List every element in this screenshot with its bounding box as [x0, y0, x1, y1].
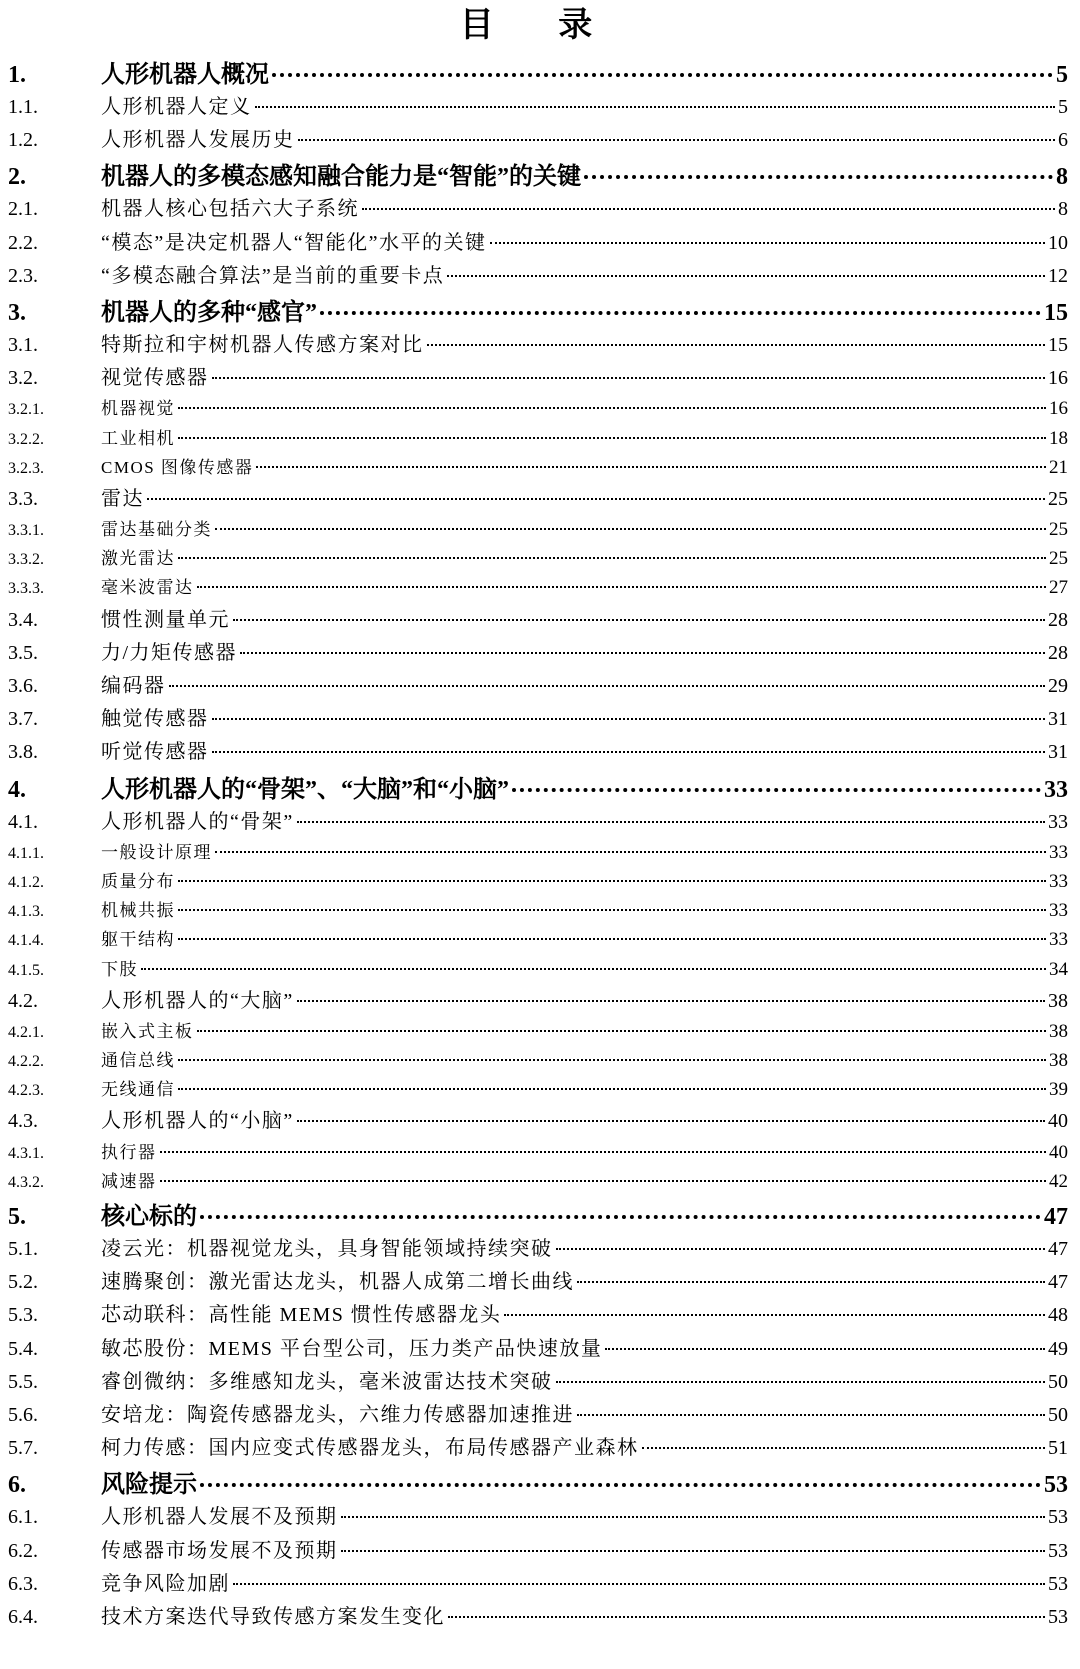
- toc-entry-page: 25: [1048, 487, 1068, 510]
- toc-entry-number: 4.2.: [8, 989, 38, 1012]
- dot-leader: [320, 311, 1041, 315]
- toc-entry-title: 下肢: [101, 959, 138, 979]
- toc-entry-page: 15: [1048, 333, 1068, 356]
- toc-entry-number: 4.1.4.: [8, 932, 44, 950]
- toc-entry-number: 3.1.: [8, 333, 38, 356]
- toc-entry-title: 人形机器人的“骨架”、“大脑”和“小脑”: [101, 776, 509, 803]
- toc-entry[interactable]: [8, 1017, 1068, 1046]
- toc-entry-number: 3.7.: [8, 708, 38, 731]
- toc-entry-title: 工业相机: [101, 428, 175, 448]
- dot-leader: [341, 1516, 1046, 1518]
- toc-entry-title: 人形机器人发展历史: [101, 129, 295, 152]
- dot-leader: [197, 586, 1047, 588]
- toc-entry-page: 42: [1049, 1170, 1068, 1192]
- toc-list: [8, 54, 1068, 1633]
- toc-entry-page: 53: [1048, 1539, 1068, 1562]
- dot-leader: [297, 821, 1045, 823]
- toc-entry-number: 3.2.2.: [8, 430, 44, 448]
- toc-entry-page: 10: [1048, 231, 1068, 254]
- toc-entry-number: 3.5.: [8, 641, 38, 664]
- toc-entry-number: 4.3.1.: [8, 1144, 44, 1162]
- toc-entry-title: 特斯拉和宇树机器人传感方案对比: [101, 333, 424, 356]
- toc-entry-page: 50: [1048, 1403, 1068, 1426]
- dot-leader: [178, 938, 1046, 940]
- toc-entry-page: 16: [1049, 398, 1068, 420]
- toc-entry[interactable]: [8, 1567, 1068, 1600]
- toc-entry-number: 5.4.: [8, 1337, 38, 1360]
- toc-entry-title: 力/力矩传感器: [101, 641, 238, 664]
- toc-entry-title: 人形机器人概况: [101, 62, 269, 88]
- toc-entry[interactable]: [8, 424, 1068, 453]
- toc-entry-title: 激光雷达: [101, 549, 175, 569]
- toc-entry-number: 3.8.: [8, 741, 38, 764]
- toc-entry-page: 38: [1049, 1020, 1068, 1042]
- toc-entry[interactable]: [8, 123, 1068, 156]
- toc-entry[interactable]: [8, 838, 1068, 867]
- toc-entry[interactable]: [8, 1046, 1068, 1075]
- dot-leader: [197, 1030, 1047, 1032]
- toc-entry-title: 芯动联科：高性能 MEMS 惯性传感器龙头: [101, 1304, 502, 1327]
- toc-entry-page: 53: [1048, 1506, 1068, 1529]
- toc-entry[interactable]: [8, 192, 1068, 225]
- toc-entry-page: 33: [1049, 900, 1068, 922]
- toc-entry-title: 嵌入式主板: [101, 1021, 194, 1041]
- dot-leader: [577, 1414, 1045, 1416]
- toc-entry[interactable]: [8, 1431, 1068, 1464]
- toc-entry-title: 听觉传感器: [101, 741, 209, 764]
- toc-entry-title: CMOS 图像传感器: [101, 457, 254, 477]
- toc-entry-page: 27: [1049, 577, 1068, 599]
- toc-entry-page: 47: [1044, 1204, 1068, 1230]
- toc-entry-number: 6.1.: [8, 1506, 38, 1529]
- toc-entry[interactable]: [8, 1600, 1068, 1633]
- dot-leader: [178, 1059, 1046, 1061]
- toc-entry[interactable]: [8, 361, 1068, 394]
- toc-entry-title: 视觉传感器: [101, 367, 209, 390]
- toc-entry-page: 39: [1049, 1079, 1068, 1101]
- dot-leader: [200, 1215, 1041, 1219]
- dot-leader: [298, 139, 1056, 141]
- toc-entry[interactable]: [8, 292, 1068, 328]
- toc-entry-page: 48: [1048, 1304, 1068, 1327]
- toc-entry-page: 28: [1048, 641, 1068, 664]
- toc-entry[interactable]: [8, 955, 1068, 984]
- toc-entry[interactable]: [8, 1398, 1068, 1431]
- toc-entry[interactable]: [8, 1167, 1068, 1196]
- toc-entry[interactable]: [8, 1365, 1068, 1398]
- dot-leader: [169, 685, 1046, 687]
- toc-entry[interactable]: [8, 1332, 1068, 1365]
- toc-entry[interactable]: [8, 603, 1068, 636]
- toc-entry[interactable]: [8, 1196, 1068, 1232]
- toc-entry-title: 柯力传感：国内应变式传感器龙头，布局传感器产业森林: [101, 1437, 639, 1460]
- toc-entry-page: 47: [1048, 1271, 1068, 1294]
- toc-entry-title: 执行器: [101, 1142, 157, 1162]
- toc-entry-title: 人形机器人定义: [101, 96, 252, 118]
- toc-entry[interactable]: [8, 702, 1068, 735]
- toc-entry-title: 通信总线: [101, 1051, 175, 1071]
- toc-entry[interactable]: [8, 573, 1068, 602]
- toc-entry-title: 触觉传感器: [101, 708, 209, 731]
- dot-leader: [200, 1483, 1041, 1487]
- toc-entry-number: 5.2.: [8, 1271, 38, 1294]
- toc-entry[interactable]: [8, 805, 1068, 838]
- dot-leader: [256, 466, 1046, 468]
- toc-entry-number: 5.6.: [8, 1403, 38, 1426]
- toc-entry-number: 5.5.: [8, 1370, 38, 1393]
- toc-entry-number: 3.2.3.: [8, 459, 44, 477]
- dot-leader: [233, 1583, 1045, 1585]
- toc-entry-page: 47: [1048, 1238, 1068, 1260]
- toc-entry[interactable]: [8, 1138, 1068, 1167]
- toc-entry-page: 15: [1044, 299, 1068, 326]
- toc-entry[interactable]: [8, 1075, 1068, 1104]
- toc-entry-title: “模态”是决定机器人“智能化”水平的关键: [101, 231, 487, 254]
- toc-entry-page: 38: [1048, 989, 1068, 1012]
- dot-leader: [178, 407, 1046, 409]
- toc-entry-title: 速腾聚创：激光雷达龙头，机器人成第二增长曲线: [101, 1271, 574, 1294]
- toc-entry-title: 敏芯股份：MEMS 平台型公司，压力类产品快速放量: [101, 1337, 603, 1360]
- toc-entry-number: 6.4.: [8, 1605, 38, 1628]
- toc-entry-number: 1.1.: [8, 96, 38, 118]
- dot-leader: [178, 909, 1046, 911]
- toc-entry-title: 无线通信: [101, 1080, 175, 1100]
- toc-entry-page: 33: [1049, 929, 1068, 951]
- toc-entry-number: 3.: [8, 299, 26, 326]
- toc-entry-title: 核心标的: [101, 1204, 197, 1230]
- dot-leader: [212, 718, 1046, 720]
- toc-entry-number: 4.3.2.: [8, 1173, 44, 1191]
- toc-entry-number: 1.: [8, 62, 26, 88]
- dot-leader: [233, 619, 1045, 621]
- toc-entry[interactable]: [8, 669, 1068, 702]
- dot-leader: [577, 1281, 1045, 1283]
- dot-leader: [642, 1447, 1046, 1449]
- toc-entry-page: 18: [1049, 427, 1068, 449]
- toc-entry[interactable]: [8, 925, 1068, 954]
- toc-entry-page: 51: [1048, 1437, 1068, 1460]
- dot-leader: [448, 1616, 1045, 1618]
- toc-entry-number: 4.1.5.: [8, 961, 44, 979]
- toc-entry-number: 2.2.: [8, 231, 38, 254]
- toc-entry-title: 毫米波雷达: [101, 578, 194, 598]
- toc-entry-title: 机器人核心包括六大子系统: [101, 198, 359, 221]
- dot-leader: [341, 1550, 1046, 1552]
- toc-entry[interactable]: [8, 259, 1068, 292]
- dot-leader: [297, 1000, 1045, 1002]
- toc-entry[interactable]: [8, 1104, 1068, 1137]
- toc-title: 目 录: [459, 7, 621, 44]
- toc-entry-title: 竞争风险加剧: [101, 1572, 230, 1595]
- dot-leader: [178, 557, 1046, 559]
- toc-entry-number: 4.2.1.: [8, 1023, 44, 1041]
- toc-entry[interactable]: [8, 328, 1068, 361]
- toc-entry-page: 31: [1048, 741, 1068, 764]
- toc-entry-page: 33: [1049, 870, 1068, 892]
- toc-entry-page: 33: [1044, 776, 1068, 803]
- toc-entry-number: 3.2.: [8, 367, 38, 390]
- dot-leader: [447, 275, 1045, 277]
- toc-entry-number: 6.3.: [8, 1572, 38, 1595]
- toc-entry[interactable]: [8, 482, 1068, 515]
- toc-entry-number: 5.1.: [8, 1238, 38, 1260]
- toc-entry-title: 机器人的多种“感官”: [101, 299, 317, 326]
- toc-entry-number: 2.: [8, 164, 26, 191]
- dot-leader: [160, 1180, 1047, 1182]
- toc-entry-number: 5.: [8, 1204, 26, 1230]
- toc-entry-number: 3.3.: [8, 487, 38, 510]
- dot-leader: [215, 528, 1046, 530]
- dot-leader: [160, 1151, 1047, 1153]
- dot-leader: [504, 1314, 1045, 1316]
- toc-entry-title: 机器人的多模态感知融合能力是“智能”的关键: [101, 164, 581, 191]
- toc-entry[interactable]: [8, 544, 1068, 573]
- toc-entry[interactable]: [8, 1232, 1068, 1265]
- toc-entry-title: 编码器: [101, 675, 166, 697]
- toc-entry-number: 3.3.1.: [8, 522, 44, 540]
- toc-entry-page: 6: [1058, 129, 1068, 152]
- toc-entry[interactable]: [8, 1265, 1068, 1298]
- toc-entry-title: 技术方案迭代导致传感方案发生变化: [101, 1605, 445, 1628]
- toc-entry-number: 4.1.: [8, 810, 38, 833]
- toc-entry-number: 4.1.1.: [8, 844, 44, 862]
- dot-leader: [556, 1381, 1046, 1383]
- toc-entry-title: 凌云光：机器视觉龙头，具身智能领域持续突破: [101, 1238, 553, 1260]
- toc-entry[interactable]: [8, 156, 1068, 192]
- toc-entry-number: 6.: [8, 1472, 26, 1499]
- dot-leader: [147, 498, 1045, 500]
- toc-entry-page: 40: [1049, 1141, 1068, 1163]
- toc-entry[interactable]: [8, 896, 1068, 925]
- toc-entry-title: 人形机器人的“小脑”: [101, 1110, 294, 1133]
- toc-entry-page: 40: [1048, 1110, 1068, 1133]
- toc-entry-number: 5.3.: [8, 1304, 38, 1327]
- toc-entry-page: 49: [1048, 1337, 1068, 1360]
- toc-entry-title: 睿创微纳：多维感知龙头，毫米波雷达技术突破: [101, 1370, 553, 1393]
- toc-entry[interactable]: [8, 453, 1068, 482]
- toc-entry[interactable]: [8, 226, 1068, 259]
- toc-entry[interactable]: [8, 1464, 1068, 1500]
- toc-entry[interactable]: [8, 867, 1068, 896]
- toc-entry-number: 3.3.3.: [8, 580, 44, 598]
- toc-entry[interactable]: [8, 984, 1068, 1017]
- toc-entry-title: 人形机器人的“骨架”: [101, 810, 294, 833]
- toc-entry-title: 雷达: [101, 487, 144, 510]
- toc-entry-number: 4.: [8, 776, 26, 803]
- toc-entry-title: 安培龙：陶瓷传感器龙头，六维力传感器加速推进: [101, 1403, 574, 1426]
- toc-entry-page: 28: [1048, 608, 1068, 631]
- dot-leader: [215, 851, 1046, 853]
- toc-entry-page: 34: [1049, 958, 1068, 980]
- toc-entry-page: 31: [1048, 708, 1068, 731]
- toc-entry-title: 一般设计原理: [101, 842, 212, 862]
- toc-entry-title: 传感器市场发展不及预期: [101, 1539, 338, 1562]
- toc-entry-page: 53: [1048, 1605, 1068, 1628]
- toc-entry-number: 3.3.2.: [8, 551, 44, 569]
- toc-entry-page: 8: [1056, 164, 1068, 191]
- toc-entry-number: 5.7.: [8, 1437, 38, 1460]
- dot-leader: [272, 73, 1053, 77]
- toc-entry[interactable]: [8, 54, 1068, 90]
- toc-entry-page: 25: [1049, 548, 1068, 570]
- toc-entry[interactable]: [8, 769, 1068, 805]
- toc-entry[interactable]: [8, 735, 1068, 768]
- toc-entry-number: 3.6.: [8, 675, 38, 697]
- toc-entry-page: 5: [1056, 62, 1068, 88]
- toc-entry[interactable]: [8, 1534, 1068, 1567]
- toc-entry-page: 12: [1048, 264, 1068, 287]
- toc-entry-number: 6.2.: [8, 1539, 38, 1562]
- toc-entry-page: 33: [1049, 841, 1068, 863]
- toc-entry-page: 50: [1048, 1370, 1068, 1393]
- dot-leader: [141, 968, 1046, 970]
- toc-entry-title: 惯性测量单元: [101, 608, 230, 631]
- toc-entry-title: 质量分布: [101, 871, 175, 891]
- dot-leader: [178, 880, 1046, 882]
- toc-entry-title: 机器视觉: [101, 399, 175, 419]
- toc-entry[interactable]: [8, 515, 1068, 544]
- dot-leader: [362, 208, 1055, 210]
- toc-entry-page: 33: [1048, 810, 1068, 833]
- toc-entry-number: 4.2.3.: [8, 1082, 44, 1100]
- toc-entry-number: 2.3.: [8, 264, 38, 287]
- toc-entry-page: 53: [1048, 1572, 1068, 1595]
- toc-entry[interactable]: [8, 1298, 1068, 1331]
- toc-entry-number: 4.3.: [8, 1110, 38, 1133]
- dot-leader: [427, 344, 1046, 346]
- dot-leader: [556, 1248, 1046, 1250]
- toc-entry-title: 机械共振: [101, 901, 175, 921]
- dot-leader: [297, 1120, 1045, 1122]
- toc-entry[interactable]: [8, 394, 1068, 423]
- toc-entry-page: 5: [1058, 96, 1068, 118]
- dot-leader: [212, 377, 1046, 379]
- toc-entry-page: 53: [1044, 1472, 1068, 1499]
- toc-entry-page: 8: [1058, 198, 1068, 221]
- toc-entry[interactable]: [8, 636, 1068, 669]
- toc-entry-title: 风险提示: [101, 1472, 197, 1499]
- dot-leader: [605, 1348, 1045, 1350]
- dot-leader: [178, 1088, 1046, 1090]
- dot-leader: [512, 788, 1041, 792]
- toc-entry-page: 16: [1048, 367, 1068, 390]
- toc-entry[interactable]: [8, 1500, 1068, 1533]
- toc-entry-page: 38: [1049, 1050, 1068, 1072]
- toc-entry-title: 躯干结构: [101, 930, 175, 950]
- toc-entry-title: 雷达基础分类: [101, 520, 212, 540]
- toc-entry-title: “多模态融合算法”是当前的重要卡点: [101, 264, 445, 287]
- toc-entry-page: 25: [1049, 519, 1068, 541]
- toc-entry-number: 4.1.2.: [8, 873, 44, 891]
- dot-leader: [178, 437, 1046, 439]
- toc-entry-title: 人形机器人的“大脑”: [101, 989, 294, 1012]
- toc-entry-title: 减速器: [101, 1171, 157, 1191]
- dot-leader: [212, 751, 1046, 753]
- toc-entry-number: 3.4.: [8, 608, 38, 631]
- dot-leader: [490, 242, 1045, 244]
- toc-entry-title: 人形机器人发展不及预期: [101, 1506, 338, 1529]
- dot-leader: [255, 106, 1056, 108]
- toc-entry-number: 1.2.: [8, 129, 38, 152]
- toc-entry-number: 4.2.2.: [8, 1053, 44, 1071]
- dot-leader: [584, 175, 1053, 179]
- toc-entry-page: 29: [1048, 675, 1068, 697]
- toc-entry-number: 2.1.: [8, 198, 38, 221]
- toc-entry[interactable]: [8, 90, 1068, 123]
- toc-entry-page: 21: [1049, 456, 1068, 478]
- dot-leader: [240, 652, 1045, 654]
- toc-entry-number: 4.1.3.: [8, 903, 44, 921]
- toc-entry-number: 3.2.1.: [8, 401, 44, 419]
